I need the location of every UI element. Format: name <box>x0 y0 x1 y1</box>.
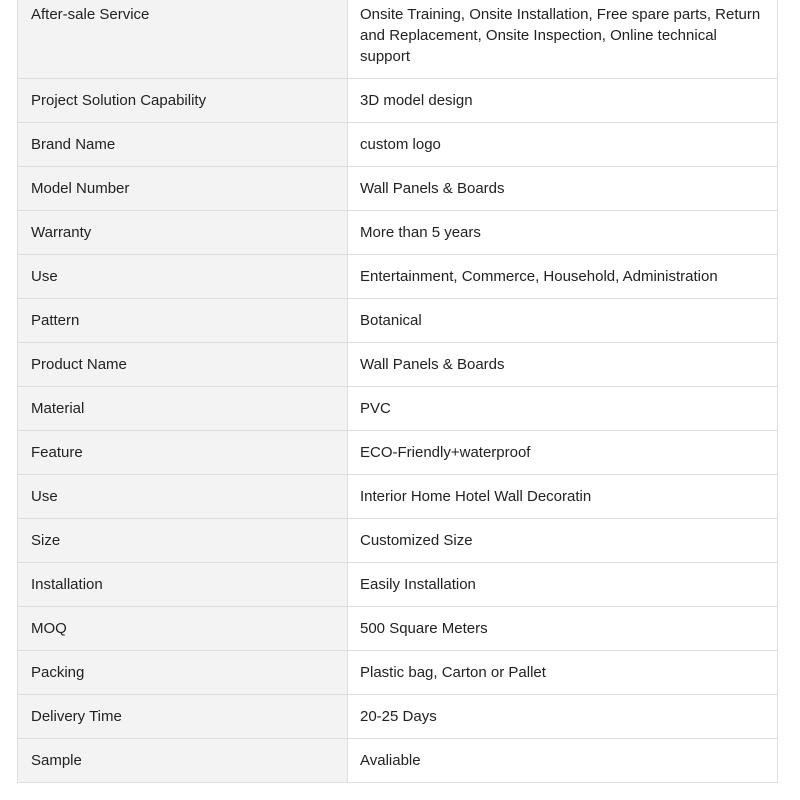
spec-value: PVC <box>348 387 778 431</box>
spec-value: Entertainment, Commerce, Household, Administration <box>348 255 778 299</box>
spec-label: Model Number <box>18 167 348 211</box>
table-row <box>18 651 778 695</box>
table-row <box>18 739 778 783</box>
spec-value: Plastic bag, Carton or Pallet <box>348 651 778 695</box>
table-row <box>18 519 778 563</box>
spec-label: MOQ <box>18 607 348 651</box>
spec-value: 500 Square Meters <box>348 607 778 651</box>
spec-value: Avaliable <box>348 739 778 783</box>
table-row <box>18 475 778 519</box>
table-row <box>18 123 778 167</box>
product-specifications <box>17 0 778 783</box>
spec-label: Warranty <box>18 211 348 255</box>
spec-value: custom logo <box>348 123 778 167</box>
table-row <box>18 343 778 387</box>
table-row <box>18 387 778 431</box>
table-row <box>18 563 778 607</box>
spec-label: Use <box>18 255 348 299</box>
spec-label: Packing <box>18 651 348 695</box>
spec-label: Delivery Time <box>18 695 348 739</box>
spec-label: Brand Name <box>18 123 348 167</box>
spec-label: Size <box>18 519 348 563</box>
spec-value: More than 5 years <box>348 211 778 255</box>
spec-value: Easily Installation <box>348 563 778 607</box>
spec-value: ECO-Friendly+waterproof <box>348 431 778 475</box>
table-row <box>18 431 778 475</box>
spec-table <box>17 0 778 783</box>
spec-value: Customized Size <box>348 519 778 563</box>
table-row <box>18 79 778 123</box>
table-row <box>18 0 778 79</box>
spec-value: 3D model design <box>348 79 778 123</box>
spec-value: Onsite Training, Onsite Installation, Free spare parts, Return and Replacement, Onsite Inspection, Online technical support <box>348 0 778 79</box>
spec-label: Use <box>18 475 348 519</box>
spec-label: Pattern <box>18 299 348 343</box>
spec-value: 20-25 Days <box>348 695 778 739</box>
table-row <box>18 695 778 739</box>
spec-label: Sample <box>18 739 348 783</box>
spec-label: Material <box>18 387 348 431</box>
table-row <box>18 255 778 299</box>
spec-label: Product Name <box>18 343 348 387</box>
spec-label: Installation <box>18 563 348 607</box>
spec-value: Interior Home Hotel Wall Decoratin <box>348 475 778 519</box>
table-row <box>18 211 778 255</box>
table-row <box>18 607 778 651</box>
spec-value: Wall Panels & Boards <box>348 167 778 211</box>
spec-label: Project Solution Capability <box>18 79 348 123</box>
spec-value: Wall Panels & Boards <box>348 343 778 387</box>
table-row <box>18 167 778 211</box>
table-row <box>18 299 778 343</box>
spec-label: After-sale Service <box>18 0 348 79</box>
spec-value: Botanical <box>348 299 778 343</box>
spec-label: Feature <box>18 431 348 475</box>
